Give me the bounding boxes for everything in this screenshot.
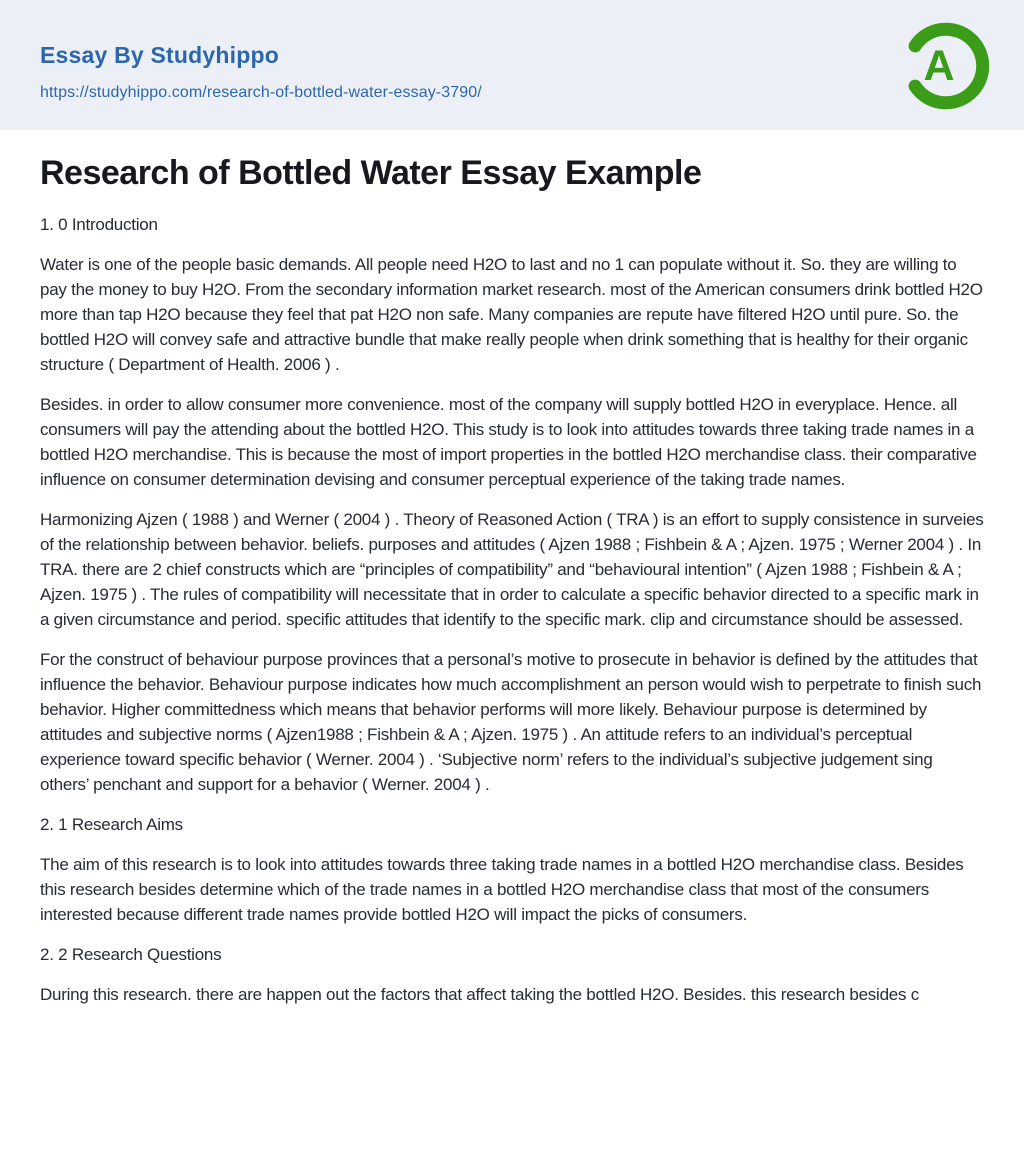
essay-title: Research of Bottled Water Essay Example bbox=[40, 154, 702, 192]
essay-content bbox=[0, 154, 1024, 1007]
essay-paragraph: The aim of this research is to look into attitudes towards three taking trade names in a bottled H2O merchandise class. Besides this research besides determine which of the trade names in a bottled H2O merchandise class that most of the consumers interested because different trade names provide bottled H2O will impact the picks of consumers. bbox=[40, 855, 964, 925]
site-logo bbox=[901, 21, 991, 111]
essay-paragraph: Water is one of the people basic demands. All people need H2O to last and no 1 can populate without it. So. they are willing to pay the money to buy H2O. From the secondary information market research. most of the American consumers drink bottled H2O more than tap H2O because they feel that pat H2O non safe. Many companies are repute have filtered H2O until pure. So. the bottled H2O will convey safe and attractive bundle that make really people when drink something that is healthy for their organic structure ( Department of Health. 2006 ) . bbox=[40, 255, 983, 375]
site-header bbox=[0, 0, 1024, 130]
section-heading-research-aims: 2. 1 Research Aims bbox=[40, 815, 183, 835]
essay-url-link[interactable]: https://studyhippo.com/research-of-bottled-water-essay-3790/ bbox=[40, 84, 482, 101]
essay-paragraph: Harmonizing Ajzen ( 1988 ) and Werner ( 2004 ) . Theory of Reasoned Action ( TRA ) is an effort to supply consistence in surveies of the relationship between behavior. beliefs. purposes and attitudes ( Ajzen 1988 ; Fishbein & A ; Ajzen. 1975 ; Werner 2004 ) . In TRA. there are 2 chief constructs which are “principles of compatibility” and “behavioural intention” ( Ajzen 1988 ; Fishbein & A ; Ajzen. 1975 ) . The rules of compatibility will necessitate that in order to calculate a specific behavior directed to a specific mark in a given circumstance and period. specific attitudes that identify to the specific mark. clip and circumstance should be assessed. bbox=[40, 510, 984, 630]
section-heading-research-questions: 2. 2 Research Questions bbox=[40, 945, 222, 965]
essay-paragraph: During this research. there are happen out the factors that affect taking the bottled H2O. Besides. this research besides c bbox=[40, 985, 919, 1005]
section-heading-introduction: 1. 0 Introduction bbox=[40, 215, 158, 235]
essay-paragraph: For the construct of behaviour purpose provinces that a personal’s motive to prosecute in behavior is defined by the attitudes that influence the behavior. Behaviour purpose indicates how much accomplishment an person would wish to perpetrate to finish such behavior. Higher committedness which means that behavior performs will more likely. Behaviour purpose is determined by attitudes and subjective norms ( Ajzen1988 ; Fishbein & A ; Ajzen. 1975 ) . An attitude refers to an individual’s perceptual experience toward specific behavior ( Werner. 2004 ) . ‘Subjective norm’ refers to the individual’s subjective judgement sing others’ penchant and support for a behavior ( Werner. 2004 ) . bbox=[40, 650, 982, 795]
logo-letter: A bbox=[923, 41, 955, 90]
site-byline: Essay By Studyhippo bbox=[40, 42, 279, 68]
essay-paragraph: Besides. in order to allow consumer more convenience. most of the company will supply bottled H2O in everyplace. Hence. all consumers will pay the attending about the bottled H2O. This study is to look into attitudes towards three taking trade names in a bottled H2O merchandise. This is because the most of import properties in the bottled H2O merchandise class. their comparative influence on consumer determination devising and consumer perceptual experience of the taking trade names. bbox=[40, 395, 977, 490]
